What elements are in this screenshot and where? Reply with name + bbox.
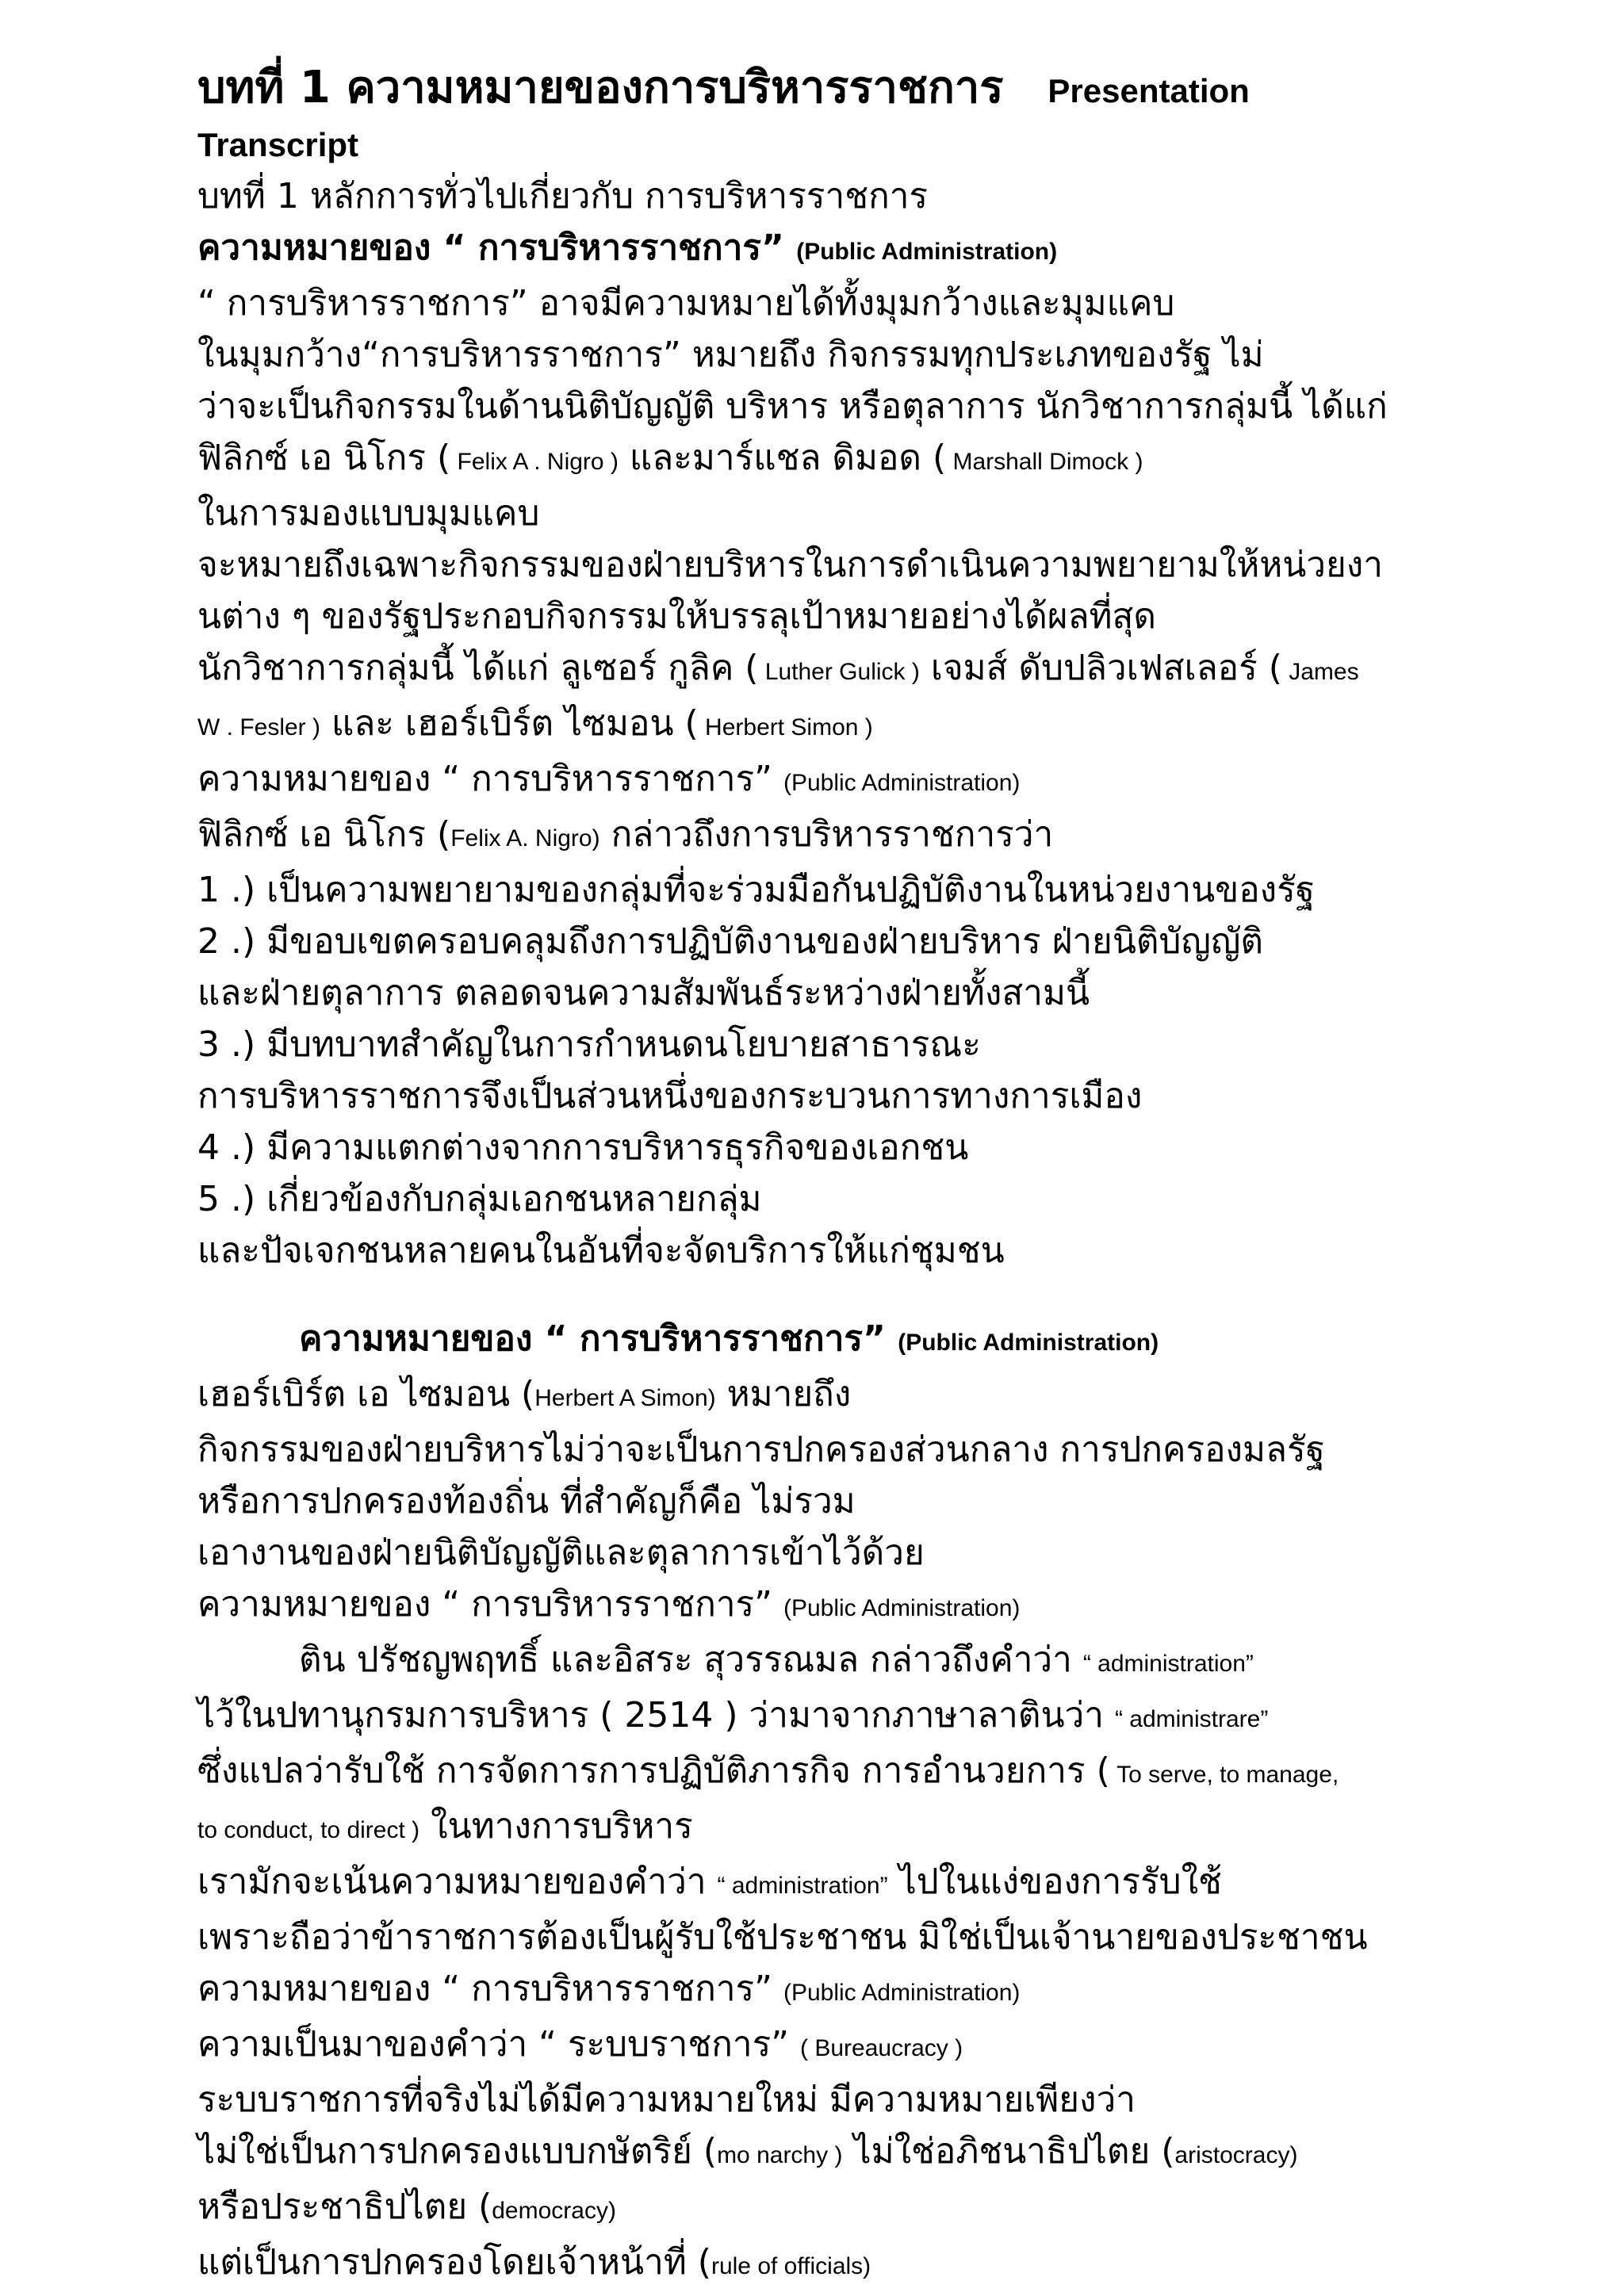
list-item xyxy=(197,864,1561,916)
list-item xyxy=(197,916,1561,967)
text-line xyxy=(197,698,1561,753)
text-run: ระบบราชการที่จริงไม่ได้มีความหมายใหม่ มีความหมายเพียงว่า xyxy=(197,2080,1136,2120)
english-term: (Public Administration) xyxy=(898,1330,1159,1356)
text-run: ฟิลิกซ์ เอ นิโกร ( xyxy=(197,438,451,478)
english-term: Marshall Dimock ) xyxy=(946,449,1143,475)
text-run: ซึ่งแปลว่ารับใช้ การจัดการการปฏิบัติภารกิจ การอำนวยการ ( xyxy=(197,1751,1110,1791)
text-run: เอางานของฝ่ายนิติบัญญัติและตุลาการเข้าไว้ด้วย xyxy=(197,1533,925,1573)
text-line xyxy=(197,591,1561,642)
english-term: “ administration” xyxy=(717,1873,888,1899)
list-item xyxy=(197,1173,1561,1225)
section-heading xyxy=(197,222,1561,277)
english-term: ( Bureaucracy ) xyxy=(800,2035,963,2061)
text-line xyxy=(197,381,1561,432)
text-run: “ การบริหารราชการ” อาจมีความหมายได้ทั้งมุมกว้างและมุมแคบ xyxy=(197,283,1175,323)
text-run: ติน ปรัชญพฤทธิ์ และอิสระ สุวรรณมล กล่าวถึงคำว่า xyxy=(299,1640,1083,1680)
text-run: ว่าจะเป็นกิจกรรมในด้านนิติบัญญัติ บริหาร หรือตุลาการ นักวิชาการกลุ่มนี้ ได้แก่ xyxy=(197,386,1388,427)
text-line xyxy=(197,967,1561,1019)
text-line xyxy=(197,1475,1561,1527)
english-term: to conduct, to direct ) xyxy=(197,1817,420,1843)
text-line xyxy=(197,1689,1561,1745)
text-run: เพราะถือว่าข้าราชการต้องเป็นผู้รับใช้ประชาชน มิใช่เป็นเจ้านายของประชาชน xyxy=(197,1917,1368,1957)
document-page xyxy=(197,56,1561,2292)
text-line xyxy=(197,1963,1561,2019)
text-run: กล่าวถึงการบริหารราชการว่า xyxy=(599,814,1054,855)
text-line xyxy=(197,1911,1561,1963)
text-run: ความหมายของ “ การบริหารราชการ” xyxy=(299,1318,898,1359)
text-line xyxy=(197,1424,1561,1475)
text-line xyxy=(197,2237,1561,2292)
page-subtitle: Transcript xyxy=(197,126,359,163)
text-run: นต่าง ๆ ของรัฐประกอบกิจกรรมให้บรรลุเป้าหมายอย่างได้ผลที่สุด xyxy=(197,596,1156,637)
english-term: “ administration” xyxy=(1082,1651,1254,1677)
text-run: 3 .) มีบทบาทสำคัญในการกำหนดนโยบายสาธารณะ xyxy=(197,1024,981,1065)
text-run: ฟิลิกซ์ เอ นิโกร ( xyxy=(197,814,451,855)
text-run: จะหมายถึงเฉพาะกิจกรรมของฝ่ายบริหารในการดำเนินความพยายามให้หน่วยงา xyxy=(197,545,1383,585)
text-line xyxy=(197,753,1561,809)
text-run: 1 .) เป็นความพยายามของกลุ่มที่จะร่วมมือกันปฏิบัติงานในหน่วยงานของรัฐ xyxy=(197,870,1316,910)
english-term: Luther Gulick ) xyxy=(758,659,920,685)
text-run: การบริหารราชการจึงเป็นส่วนหนึ่งของกระบวนการทางการเมือง xyxy=(197,1076,1143,1116)
text-line xyxy=(197,277,1561,329)
text-line xyxy=(197,432,1561,488)
text-run: ความหมายของ “ การบริหารราชการ” xyxy=(197,1969,783,2009)
text-run: ไปในแง่ของการรับใช้ xyxy=(887,1862,1222,1902)
text-line xyxy=(197,539,1561,591)
text-run: ในการมองแบบมุมแคบ xyxy=(197,493,540,534)
text-line xyxy=(197,488,1561,539)
text-run: 4 .) มีความแตกต่างจากการบริหารธุรกิจของเอกชน xyxy=(197,1127,969,1168)
text-run: ความเป็นมาของคำว่า “ ระบบราชการ” xyxy=(197,2024,801,2064)
text-run: ในทางการบริหาร xyxy=(419,1806,693,1846)
text-run: เรามักจะเน้นความหมายของคำว่า xyxy=(197,1862,718,1902)
text-run: หรือการปกครองท้องถิ่น ที่สำคัญก็คือ ไม่รวม xyxy=(197,1481,856,1521)
english-term: “ administrare” xyxy=(1114,1706,1269,1732)
text-run: 2 .) มีขอบเขตครอบคลุมถึงการปฏิบัติงานของฝ่ายบริหาร ฝ่ายนิติบัญญัติ xyxy=(197,921,1263,962)
english-term: (Public Administration) xyxy=(796,239,1058,265)
text-run: นักวิชาการกลุ่มนี้ ได้แก่ ลูเซอร์ กูลิค ( xyxy=(197,648,759,688)
title-line xyxy=(197,56,1561,120)
text-line xyxy=(197,1070,1561,1122)
text-line xyxy=(197,809,1561,864)
english-term: Herbert Simon ) xyxy=(698,714,873,740)
english-term: Felix A. Nigro) xyxy=(450,825,600,851)
text-run: ไม่ใช่เป็นการปกครองแบบกษัตริย์ ( xyxy=(197,2131,718,2172)
text-run: และฝ่ายตุลาการ ตลอดจนความสัมพันธ์ระหว่างฝ่ายทั้งสามนี้ xyxy=(197,973,1090,1013)
list-item xyxy=(197,1122,1561,1173)
english-term: aristocracy) xyxy=(1174,2142,1298,2168)
text-line xyxy=(197,1800,1561,1856)
text-run: ความหมายของ “ การบริหารราชการ” xyxy=(197,759,783,799)
text-run: และมาร์แชล ดิมอด ( xyxy=(618,438,947,478)
english-term: Herbert A Simon) xyxy=(534,1385,716,1411)
paragraph-gap xyxy=(197,1276,1561,1313)
text-run: เฮอร์เบิร์ต เอ ไซมอน ( xyxy=(197,1374,535,1414)
text-run: บทที่ 1 หลักการทั่วไปเกี่ยวกับ การบริหารราชการ xyxy=(197,176,929,216)
text-run: ไว้ในปทานุกรมการบริหาร ( 2514 ) ว่ามาจากภาษาลาตินว่า xyxy=(197,1695,1115,1735)
text-run: ความหมายของ “ การบริหารราชการ” xyxy=(197,228,797,268)
text-line xyxy=(197,329,1561,381)
english-term: (Public Administration) xyxy=(783,770,1021,796)
text-run: ไม่ใช่อภิชนาธิปไตย ( xyxy=(842,2131,1175,2172)
text-line xyxy=(197,1634,1561,1689)
text-line xyxy=(197,2181,1561,2237)
text-line xyxy=(197,1527,1561,1578)
english-term: To serve, to manage, xyxy=(1109,1762,1339,1788)
text-line xyxy=(197,1745,1561,1800)
text-run: ในมุมกว้าง“การบริหารราชการ” หมายถึง กิจกรรมทุกประเภทของรัฐ ไม่ xyxy=(197,335,1264,375)
list-item xyxy=(197,1019,1561,1070)
text-run: หมายถึง xyxy=(715,1374,852,1414)
text-run: และปัจเจกชนหลายคนในอันที่จะจัดบริการให้แก่ชุมชน xyxy=(197,1230,1005,1271)
text-run: เจมส์ ดับปลิวเฟสเลอร์ ( xyxy=(919,648,1282,688)
text-line xyxy=(197,2074,1561,2126)
english-term: rule of officials) xyxy=(710,2253,871,2279)
text-run: ความหมายของ “ การบริหารราชการ” xyxy=(197,1584,783,1624)
text-run: 5 .) เกี่ยวข้องกับกลุ่มเอกชนหลายกลุ่ม xyxy=(197,1179,762,1219)
title-suffix: Presentation xyxy=(1048,72,1250,109)
english-term: W . Fesler ) xyxy=(197,714,320,740)
page-title: บทที่ 1 ความหมายของการบริหารราชการ xyxy=(197,62,1004,113)
text-run: และ เฮอร์เบิร์ต ไซมอน ( xyxy=(320,703,699,744)
section-heading xyxy=(197,1313,1561,1368)
english-term: James xyxy=(1281,659,1359,685)
english-term: (Public Administration) xyxy=(783,1980,1021,2006)
text-line xyxy=(197,2019,1561,2074)
text-run: แต่เป็นการปกครองโดยเจ้าหน้าที่ ( xyxy=(197,2242,711,2283)
text-line xyxy=(197,1856,1561,1911)
english-term: democracy) xyxy=(492,2198,616,2224)
text-line xyxy=(197,170,1561,222)
text-line xyxy=(197,642,1561,698)
text-line xyxy=(197,1578,1561,1634)
text-line xyxy=(197,1225,1561,1276)
english-term: mo narchy ) xyxy=(717,2142,843,2168)
text-line xyxy=(197,2126,1561,2181)
text-run: หรือประชาธิปไตย ( xyxy=(197,2187,492,2227)
text-line xyxy=(197,1368,1561,1424)
text-run: กิจกรรมของฝ่ายบริหารไม่ว่าจะเป็นการปกครองส่วนกลาง การปกครองมลรัฐ xyxy=(197,1429,1325,1470)
english-term: Felix A . Nigro ) xyxy=(450,449,619,475)
english-term: (Public Administration) xyxy=(783,1595,1021,1621)
